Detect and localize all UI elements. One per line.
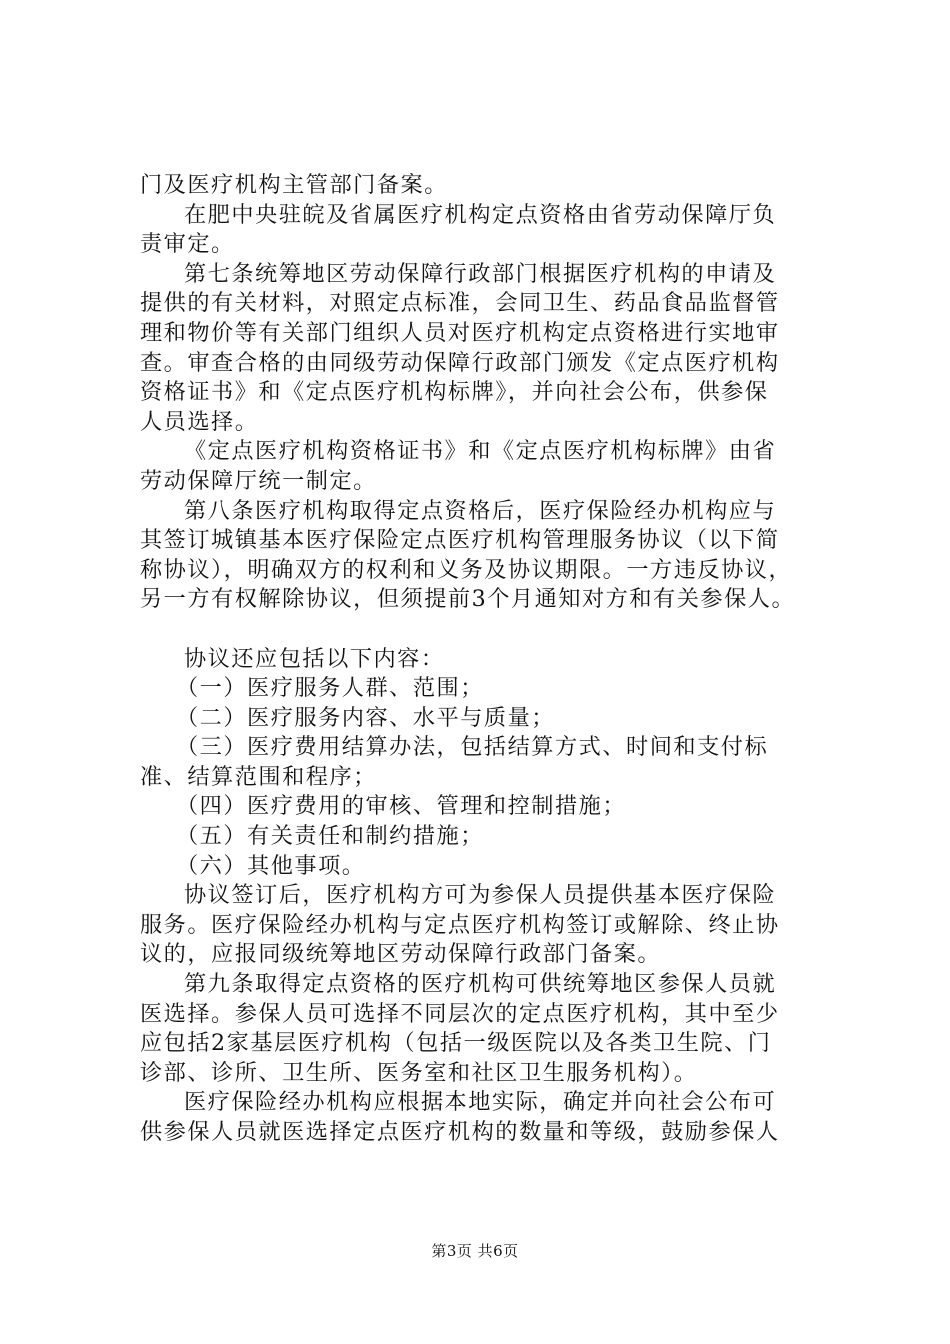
text-line: 议的，应报同级统筹地区劳动保障行政部门备案。 — [140, 941, 662, 968]
text-line: 在肥中央驻皖及省属医疗机构定点资格由省劳动保障厅负 — [184, 201, 777, 228]
text-line: （五）有关责任和制约措施； — [176, 823, 484, 850]
text-line: 第九条取得定点资格的医疗机构可供统筹地区参保人员就 — [184, 971, 777, 998]
text-line: 应包括2家基层医疗机构（包括一级医院以及各类卫生院、门 — [140, 1030, 772, 1057]
text-line: 其签订城镇基本医疗保险定点医疗机构管理服务协议（以下简 — [140, 527, 780, 554]
text-line: 查。审查合格的由同级劳动保障行政部门颁发《定点医疗机构 — [140, 349, 780, 376]
text-line: 第七条统筹地区劳动保障行政部门根据医疗机构的申请及 — [184, 260, 777, 287]
text-line: （六）其他事项。 — [176, 852, 366, 879]
text-line: 协议签订后，医疗机构方可为参保人员提供基本医疗保险 — [184, 882, 777, 909]
text-line: （二）医疗服务内容、水平与质量； — [176, 704, 555, 731]
text-line: 协议还应包括以下内容： — [184, 645, 445, 672]
text-line: 诊部、诊所、卫生所、医务室和社区卫生服务机构）。 — [140, 1059, 698, 1086]
text-line: 人员选择。 — [140, 408, 259, 435]
text-line: 第八条医疗机构取得定点资格后，医疗保险经办机构应与 — [184, 497, 777, 524]
text-line: 提供的有关材料，对照定点标准，会同卫生、药品食品监督管 — [140, 290, 780, 317]
page-footer: 第3页 共6页 — [431, 1242, 519, 1260]
text-line: 准、结算范围和程序； — [140, 763, 377, 790]
text-line: 理和物价等有关部门组织人员对医疗机构定点资格进行实地审 — [140, 319, 780, 346]
text-line: 医选择。参保人员可选择不同层次的定点医疗机构，其中至少 — [140, 1000, 780, 1027]
text-line: 医疗保险经办机构应根据本地实际，确定并向社会公布可 — [184, 1089, 777, 1116]
text-line: 《定点医疗机构资格证书》和《定点医疗机构标牌》由省 — [184, 438, 777, 465]
text-line: 服务。医疗保险经办机构与定点医疗机构签订或解除、终止协 — [140, 911, 780, 938]
document-body — [140, 171, 840, 1148]
text-line: 另一方有权解除协议，但须提前3个月通知对方和有关参保人。 — [140, 586, 796, 613]
text-line: （三）医疗费用结算办法，包括结算方式、时间和支付标 — [176, 734, 769, 761]
text-line: 责审定。 — [140, 231, 235, 258]
text-line: （四）医疗费用的审核、管理和控制措施； — [176, 793, 627, 820]
text-line: 称协议），明确双方的权利和义务及协议期限。一方违反协议， — [140, 556, 793, 583]
text-line: 资格证书》和《定点医疗机构标牌》，并向社会公布，供参保 — [140, 379, 769, 406]
blank-line — [140, 615, 840, 645]
text-line: （一）医疗服务人群、范围； — [176, 675, 484, 702]
text-line: 劳动保障厅统一制定。 — [140, 467, 377, 494]
text-line: 供参保人员就医选择定点医疗机构的数量和等级，鼓励参保人 — [140, 1119, 780, 1145]
text-line: 门及医疗机构主管部门备案。 — [140, 172, 448, 198]
